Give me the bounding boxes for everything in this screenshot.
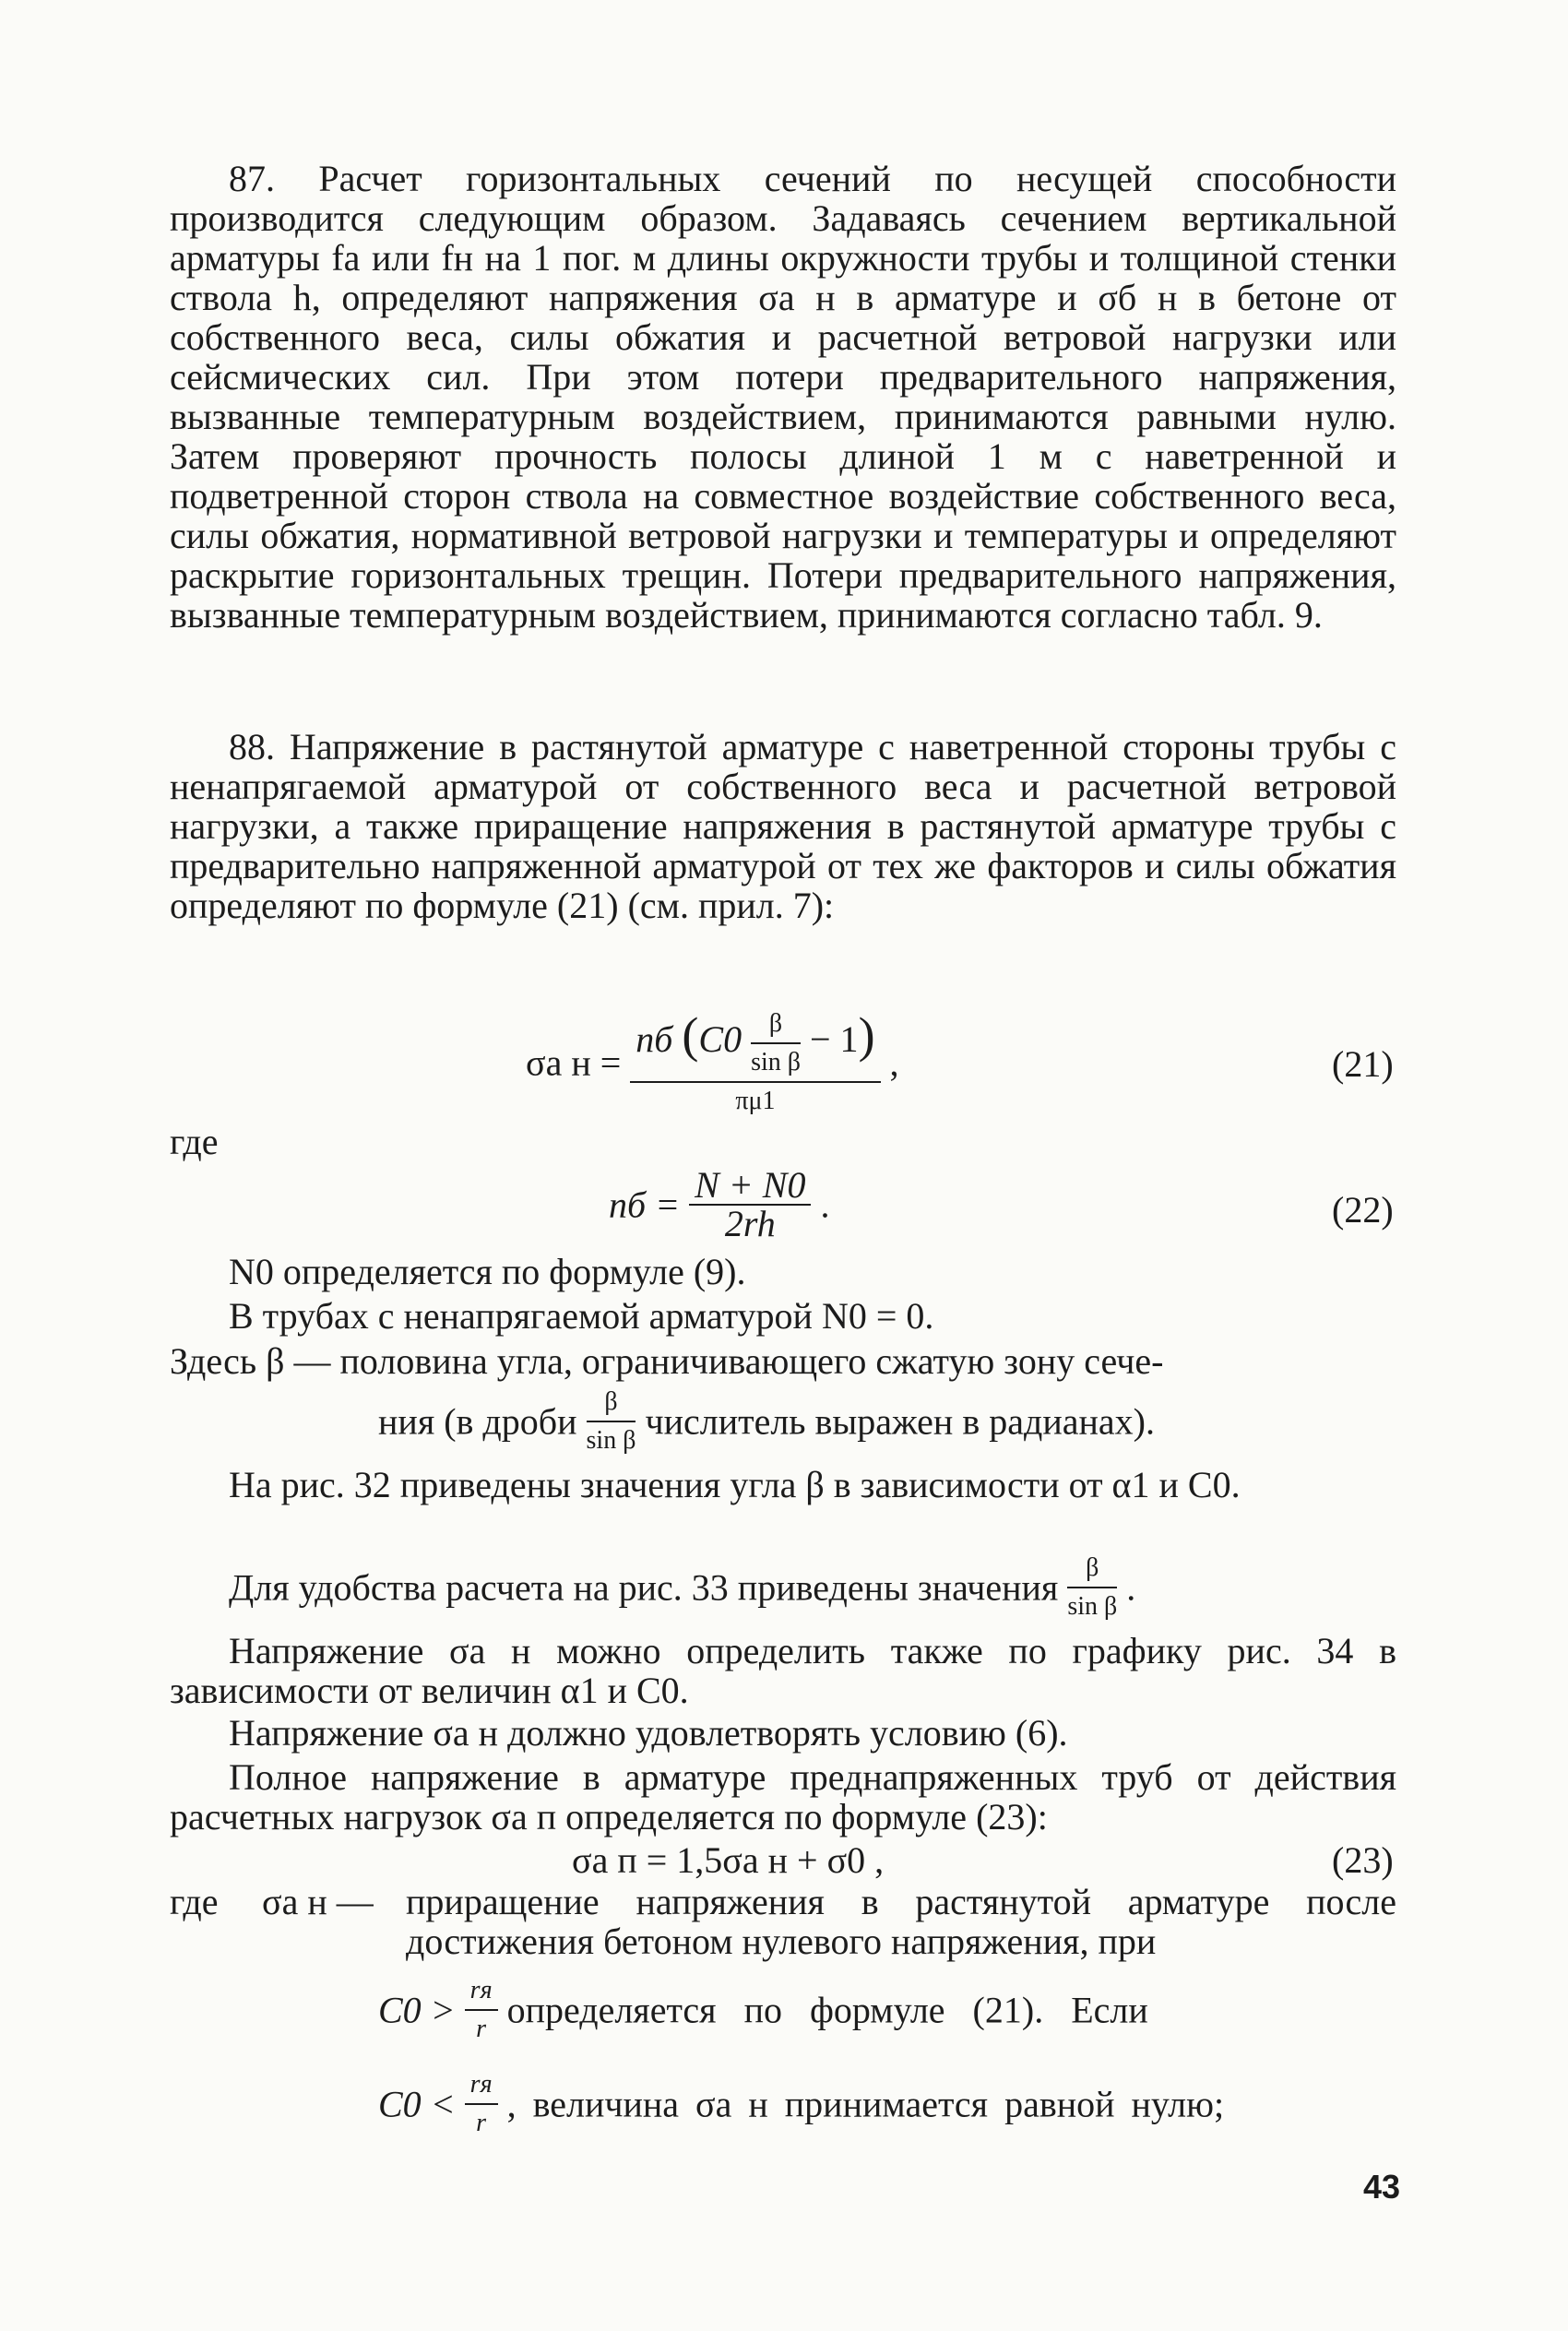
eq22-tail: . — [820, 1183, 830, 1226]
cond-b-top: rя — [465, 2066, 498, 2105]
beta-definition-line2 — [378, 1384, 1155, 1459]
paragraph-87 — [170, 159, 1396, 635]
fig34-text: Напряжение σа н можно определить также по графику рис. 34 в зависимости от величин α1 и C0. — [170, 1630, 1396, 1711]
where2-text: приращение напряжения в растянутой арматуре после достижения бетоном нулевого напряжения, при — [406, 1881, 1396, 1962]
eq22-fraction — [689, 1164, 811, 1244]
eq21-minus-one: − 1 — [810, 1018, 859, 1061]
condition-6: Напряжение σа н должно удовлетворять условию (6). — [229, 1712, 1068, 1754]
fig33-tail: . — [1126, 1566, 1136, 1609]
fig34-sentence — [170, 1631, 1396, 1710]
fig33-frac-bottom: sin β — [1067, 1592, 1118, 1621]
fig32-sentence — [170, 1465, 1396, 1504]
eq21-n-b: nб — [636, 1018, 673, 1061]
cond-b-bottom: r — [476, 2109, 487, 2137]
pipes-n0-zero: В трубах с ненапрягаемой арматурой N0 = 0. — [229, 1295, 934, 1337]
where2-symbol: σа н — — [262, 1881, 374, 1922]
where-label-1: где — [170, 1121, 219, 1162]
paragraph-87-text: 87. Расчет горизонтальных сечений по несущей способности производится следующим образом. Задаваясь сечением вертикальной арматуры fа или fн на 1 пог. м длины окружности трубы и толщиной стенки ствола h, определяют напряжения σа н в арматуре и σб н в бетоне от собственного веса, силы обжатия и расчетной ветровой нагрузки или сейсмических сил. При этом потери предварительного напряжения, вызванные температурным воздействием, принимаются равными нулю. Затем проверяют прочность полосы длиной 1 м с наветренной и подветренной сторон ствола на совместное воздействие собственного веса, силы обжатия, нормативной ветровой нагрузки и температуры и определяют раскрытие горизонтальных трещин. Потери предварительного напряжения, вызванные температурным воздействием, принимаются согласно табл. 9. — [170, 158, 1396, 636]
eq21-inner-fraction — [751, 1005, 801, 1081]
eq21-lhs: σа н = — [526, 1041, 622, 1084]
paragraph-88-text: 88. Напряжение в растянутой арматуре с наветренной стороны трубы с ненапрягаемой арматурой от собственного веса и расчетной ветровой нагрузки, а также приращение напряжения в растянутой арматуре трубы с предварительно напряженной арматурой от тех же факторов и силы обжатия определяют по формуле (21) (см. прил. 7): — [170, 726, 1396, 926]
beta-definition-line1: Здесь β — половина угла, ограничивающего сжатую зону сече- — [170, 1340, 1164, 1382]
cond-a-fraction — [465, 1972, 498, 2048]
cond-b-text: , величина σа н принимается равной нулю; — [506, 2083, 1225, 2125]
beta-def-frac-bottom: sin β — [586, 1426, 636, 1455]
fig33-sentence — [229, 1550, 1135, 1625]
beta-def-fraction — [587, 1384, 636, 1459]
equation-23-number: (23) — [1332, 1839, 1394, 1881]
fig33-text: Для удобства расчета на рис. 33 приведены значения — [229, 1566, 1059, 1609]
cond-a-top: rя — [465, 1972, 498, 2011]
page-number: 43 — [1363, 2168, 1401, 2206]
eq21-fraction: nб (C0 $\frac{\beta}{\text{sin β}}$ − 1) πμ1 — [630, 1005, 880, 1120]
equation-22-number: (22) — [1332, 1189, 1394, 1231]
cond-a-text: определяется по формуле (21). Если — [506, 1989, 1148, 2031]
eq22-denominator: 2rh — [724, 1203, 776, 1244]
condition-c0-greater — [378, 1972, 1148, 2048]
beta-def-2a: ния (в дроби — [378, 1400, 577, 1443]
fig33-frac-top: β — [1067, 1550, 1117, 1588]
equation-21-number: (21) — [1332, 1043, 1394, 1085]
full-stress-text: Полное напряжение в арматуре преднапряженных труб от действия расчетных нагрузок σа п определяется по формуле (23): — [170, 1756, 1396, 1837]
condition-c0-less — [378, 2066, 1224, 2142]
fig32-text: На рис. 32 приведены значения угла β в зависимости от α1 и C0. — [229, 1464, 1241, 1505]
cond-a-bottom: r — [476, 2015, 487, 2043]
beta-def-2b: числитель выражен в радианах). — [645, 1400, 1155, 1443]
full-stress-paragraph — [170, 1757, 1396, 1837]
eq21-c0: C0 — [698, 1018, 742, 1061]
beta-def-frac-top: β — [587, 1384, 636, 1422]
fig33-fraction — [1067, 1550, 1117, 1625]
eq22-lhs: nб = — [609, 1183, 681, 1226]
equation-22 — [609, 1164, 830, 1244]
equation-23: σа п = 1,5σа н + σ0 , — [572, 1839, 885, 1881]
cond-b-lhs: C0 < — [378, 2083, 456, 2125]
n0-definition: N0 определяется по формуле (9). — [229, 1251, 746, 1292]
eq21-inner-top: β — [751, 1005, 801, 1044]
eq21-denominator: πμ1 — [735, 1087, 776, 1115]
eq21-tail: , — [889, 1041, 899, 1084]
cond-a-lhs: C0 > — [378, 1989, 456, 2031]
eq21-inner-bottom: sin β — [751, 1048, 801, 1076]
where-label-2: где — [170, 1881, 219, 1922]
eq22-numerator: N + N0 — [689, 1167, 811, 1206]
cond-b-fraction — [465, 2066, 498, 2142]
equation-21 — [526, 1005, 899, 1120]
paragraph-88 — [170, 727, 1396, 925]
